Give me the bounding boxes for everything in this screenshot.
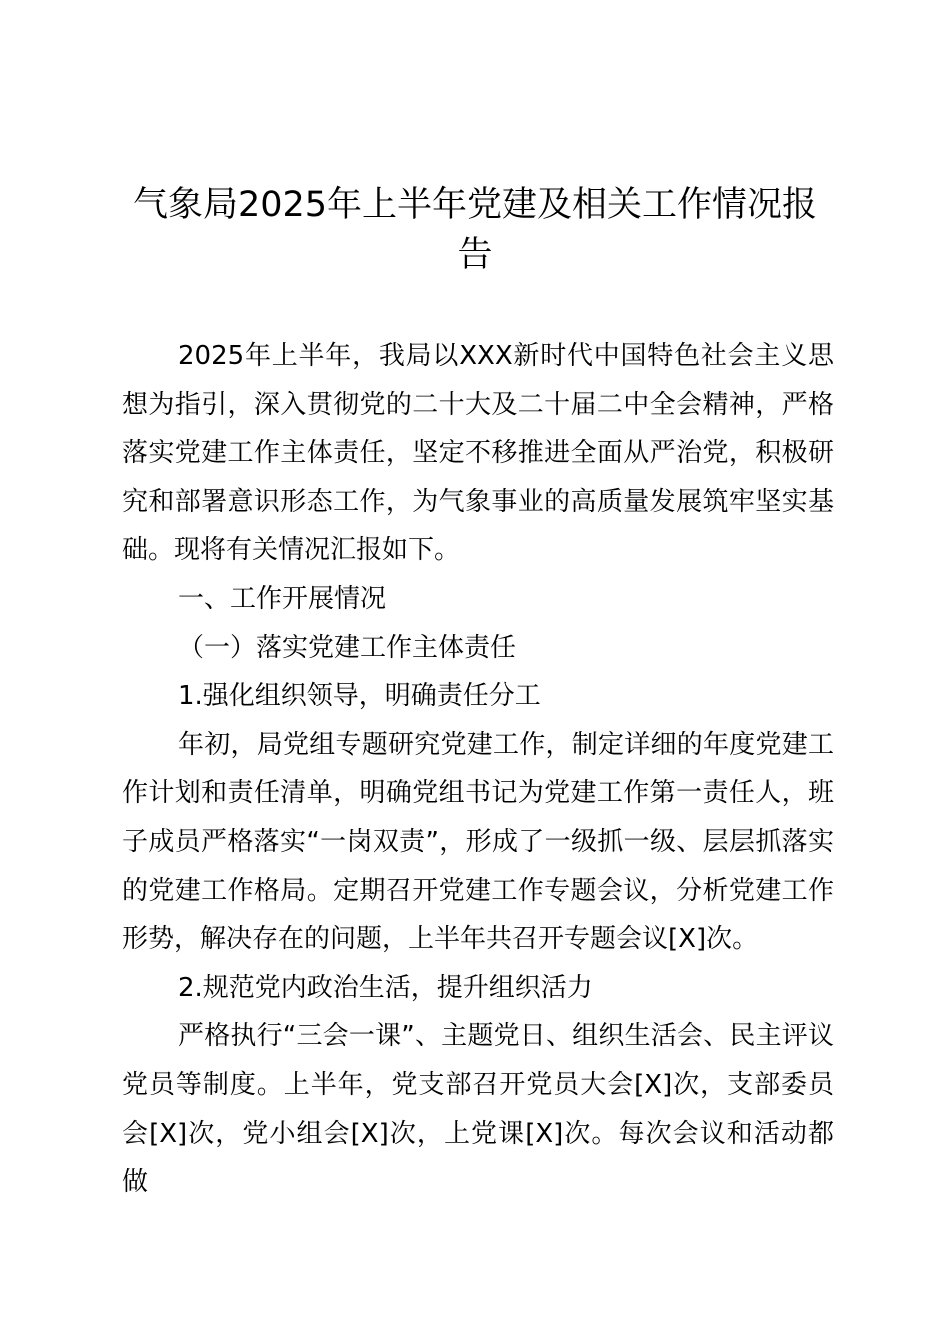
item-heading-1: 1.强化组织领导，明确责任分工	[178, 681, 541, 712]
document-body	[122, 332, 834, 1207]
body-paragraph-1: 年初，局党组专题研究党建工作，制定详细的年度党建工作计划和责任清单，明确党组书记为党建工作第一责任人，班子成员严格落实“一岗双责”，形成了一级抓一级、层层抓落实的党建工作格局。定期召开党建工作专题会议，分析党建工作形势，解决存在的问题，上半年共召开专题会议[X]次。	[122, 729, 834, 955]
body-paragraph-2: 严格执行“三会一课”、主题党日、组织生活会、民主评议党员等制度。上半年，党支部召开党员大会[X]次，支部委员会[X]次，党小组会[X]次，上党课[X]次。每次会议和活动都做	[122, 1021, 834, 1198]
intro-paragraph: 2025年上半年，我局以XXX新时代中国特色社会主义思想为指引，深入贯彻党的二十大及二十届二中全会精神，严格落实党建工作主体责任，坚定不移推进全面从严治党，积极研究和部署意识形态工作，为气象事业的高质量发展筑牢坚实基础。现将有关情况汇报如下。	[122, 341, 834, 566]
document-title: 气象局2025年上半年党建及相关工作情况报告	[132, 185, 818, 275]
item-heading-2: 2.规范党内政治生活，提升组织活力	[178, 972, 593, 1003]
section-heading-1: 一、工作开展情况	[178, 583, 387, 614]
subsection-heading-1: （一）落实党建工作主体责任	[178, 632, 517, 663]
